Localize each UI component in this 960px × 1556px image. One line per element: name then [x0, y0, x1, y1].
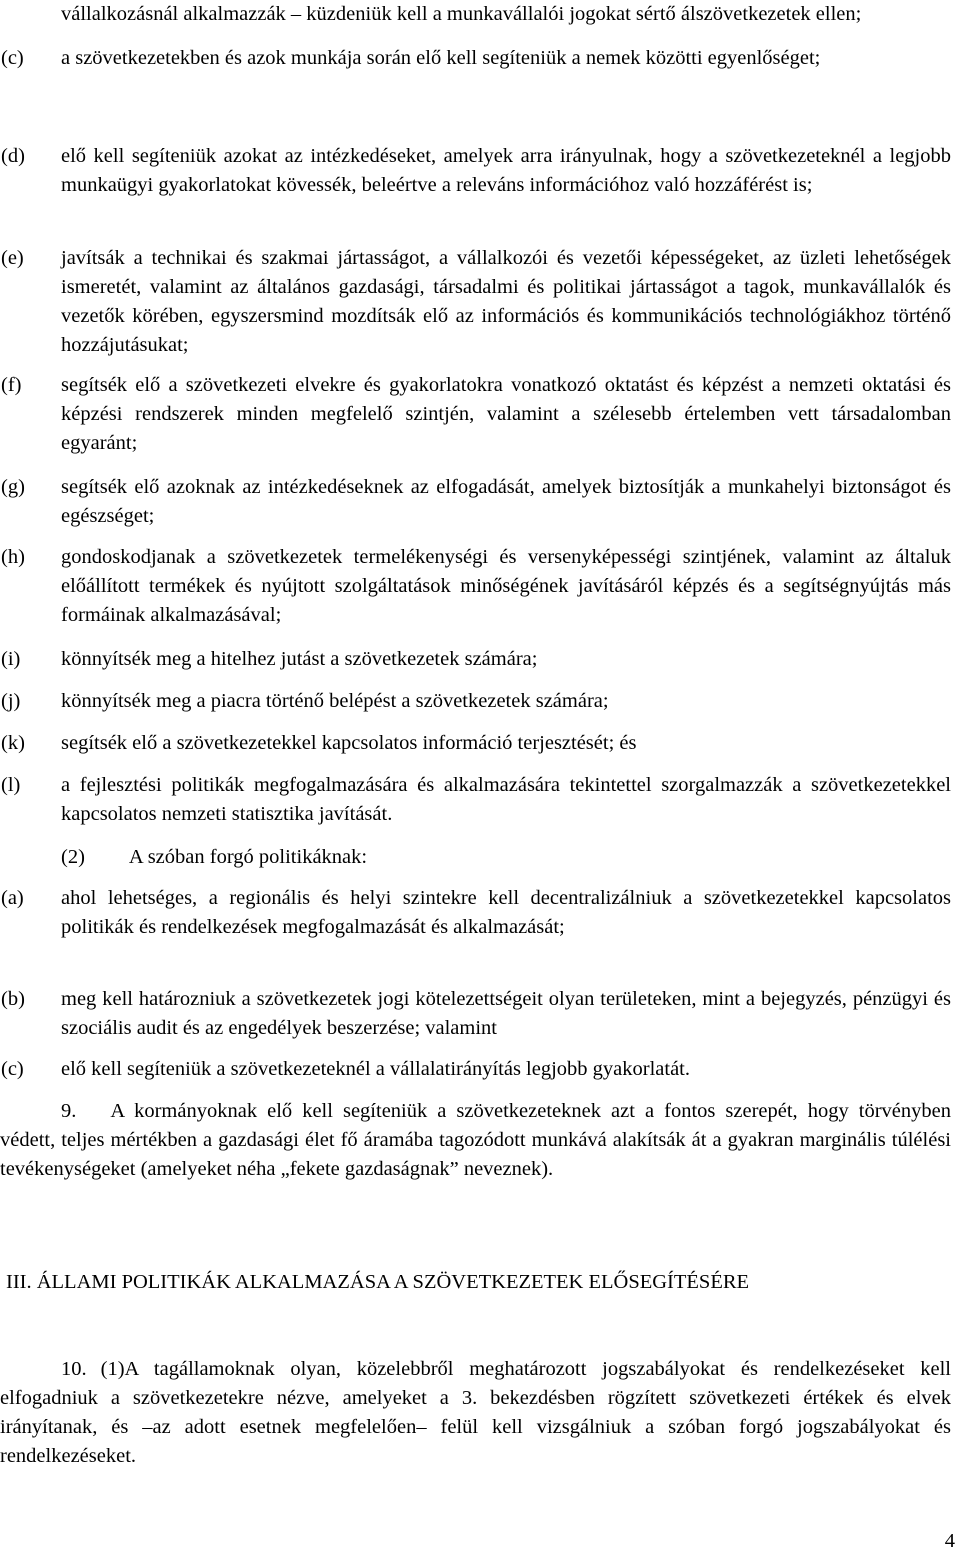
page-number: 4: [944, 1530, 955, 1552]
list-item-continued: [0, 0, 960, 29]
list-item-label: (b): [1, 988, 25, 1010]
list-item-b: [0, 985, 960, 1043]
list-item-h: [0, 543, 960, 630]
paragraph-9: [0, 1097, 951, 1184]
paragraph-text: A kormányoknak elő kell segíteniük a szövetkezeteknek azt a fontos szerepét, hogy törvényben védett, teljes mértékben a gazdasági élet fő áramába tagozódott munkává alakítsák át a gyakran marginális túlélési tevékenységeket (amelyeket néha „fekete gazdaságnak” neveznek).: [0, 1100, 951, 1180]
list-item-label: (c): [1, 47, 24, 69]
list-item-l: [0, 771, 960, 829]
list-item-a: [0, 884, 960, 942]
list-item-label: (e): [1, 247, 24, 269]
list-item-label: (k): [1, 732, 25, 754]
subsection-text: A szóban forgó politikáknak:: [128, 846, 368, 868]
list-item-text: vállalkozásnál alkalmazzák – küzdeniük kell a munkavállalói jogokat sértő álszövetkezetek ellen;: [61, 3, 862, 25]
list-item-i: [0, 645, 960, 674]
list-item-e: [0, 244, 960, 360]
list-item-f: [0, 371, 960, 458]
list-item-label: (h): [1, 546, 25, 568]
list-item-text: javítsák a technikai és szakmai jártasságot, a vállalkozói és vezetői képességeket, az üzleti lehetőségek ismeretét, valamint az általános gazdasági, társadalmi és politikai jártasságot a tagok, munkavállalók és vezetők körében, egyszersmind mozdítsák elő az információs és kommunikációs technológiákhoz történő hozzájutásukat;: [61, 247, 951, 356]
list-item-c: [0, 44, 960, 73]
list-item-label: (c): [1, 1058, 24, 1080]
list-item-text: segítsék elő a szövetkezetekkel kapcsolatos információ terjesztését; és: [61, 732, 637, 754]
paragraph-10: [0, 1355, 951, 1471]
paragraph-text: (1)A tagállamoknak olyan, közelebbről meghatározott jogszabályokat és rendelkezéseket kell elfogadniuk a szövetkezetekre nézve, amelyeket a 3. bekezdésben rögzített szövetkezeti értékek és elvek irányítanak, és –az adott esetnek megfelelően– felül kell vizsgálniuk a szóban forgó jogszabályokat és rendelkezéseket.: [0, 1358, 951, 1467]
list-item-c2: [0, 1055, 960, 1084]
list-item-label: (g): [1, 476, 25, 498]
list-item-text: segítsék elő a szövetkezeti elvekre és gyakorlatokra vonatkozó oktatást és képzést a nemzeti oktatási és képzési rendszerek minden megfelelő szintjén, valamint a szélesebb értelemben vett társadalomban egyaránt;: [61, 374, 951, 454]
paragraph-number: 10.: [61, 1358, 87, 1380]
list-item-label: (l): [1, 774, 21, 796]
list-item-text: a szövetkezetekben és azok munkája során elő kell segíteniük a nemek közötti egyenlőséget;: [61, 47, 821, 69]
list-item-text: ahol lehetséges, a regionális és helyi szintekre kell decentralizálniuk a szövetkezetekkel kapcsolatos politikák és rendelkezések megfogalmazását és alkalmazását;: [61, 887, 951, 938]
list-item-label: (i): [1, 648, 21, 670]
subsection-heading: [61, 843, 367, 872]
list-item-text: a fejlesztési politikák megfogalmazására és alkalmazására tekintettel szorgalmazzák a szövetkezetekkel kapcsolatos nemzeti statisztika javítását.: [61, 774, 951, 825]
list-item-text: könnyítsék meg a piacra történő belépést a szövetkezetek számára;: [61, 690, 609, 712]
list-item-g: [0, 473, 960, 531]
paragraph-number: 9.: [61, 1100, 77, 1122]
list-item-label: (f): [1, 374, 22, 396]
list-item-text: segítsék elő azoknak az intézkedéseknek az elfogadását, amelyek biztosítják a munkahelyi biztonságot és egészséget;: [61, 476, 951, 527]
list-item-text: gondoskodjanak a szövetkezetek termelékenységi és versenyképességi szintjének, valamint az általuk előállított termékek és nyújtott szolgáltatások minőségének javításáról képzés és a segítségnyújtás más formáinak alkalmazásával;: [61, 546, 951, 626]
list-item-label: (d): [1, 145, 25, 167]
list-item-text: meg kell határozniuk a szövetkezetek jogi kötelezettségeit olyan területeken, mint a bejegyzés, pénzügyi és szociális audit és az engedélyek beszerzése; valamint: [61, 988, 951, 1039]
list-item-j: [0, 687, 960, 716]
list-item-text: elő kell segíteniük azokat az intézkedéseket, amelyek arra irányulnak, hogy a szövetkezeteknél a legjobb munkaügyi gyakorlatokat kövessék, beleértve a releváns információhoz való hozzáférést is;: [61, 145, 951, 196]
section-heading: III. ÁLLAMI POLITIKÁK ALKALMAZÁSA A SZÖVETKEZETEK ELŐSEGÍTÉSÉRE: [6, 1271, 750, 1293]
list-item-text: elő kell segíteniük a szövetkezeteknél a vállalatirányítás legjobb gyakorlatát.: [61, 1058, 690, 1080]
list-item-k: [0, 729, 960, 758]
list-item-text: könnyítsék meg a hitelhez jutást a szövetkezetek számára;: [61, 648, 538, 670]
list-item-d: [0, 142, 960, 200]
subsection-number: (2): [61, 846, 85, 868]
list-item-label: (j): [1, 690, 21, 712]
list-item-label: (a): [1, 887, 24, 909]
